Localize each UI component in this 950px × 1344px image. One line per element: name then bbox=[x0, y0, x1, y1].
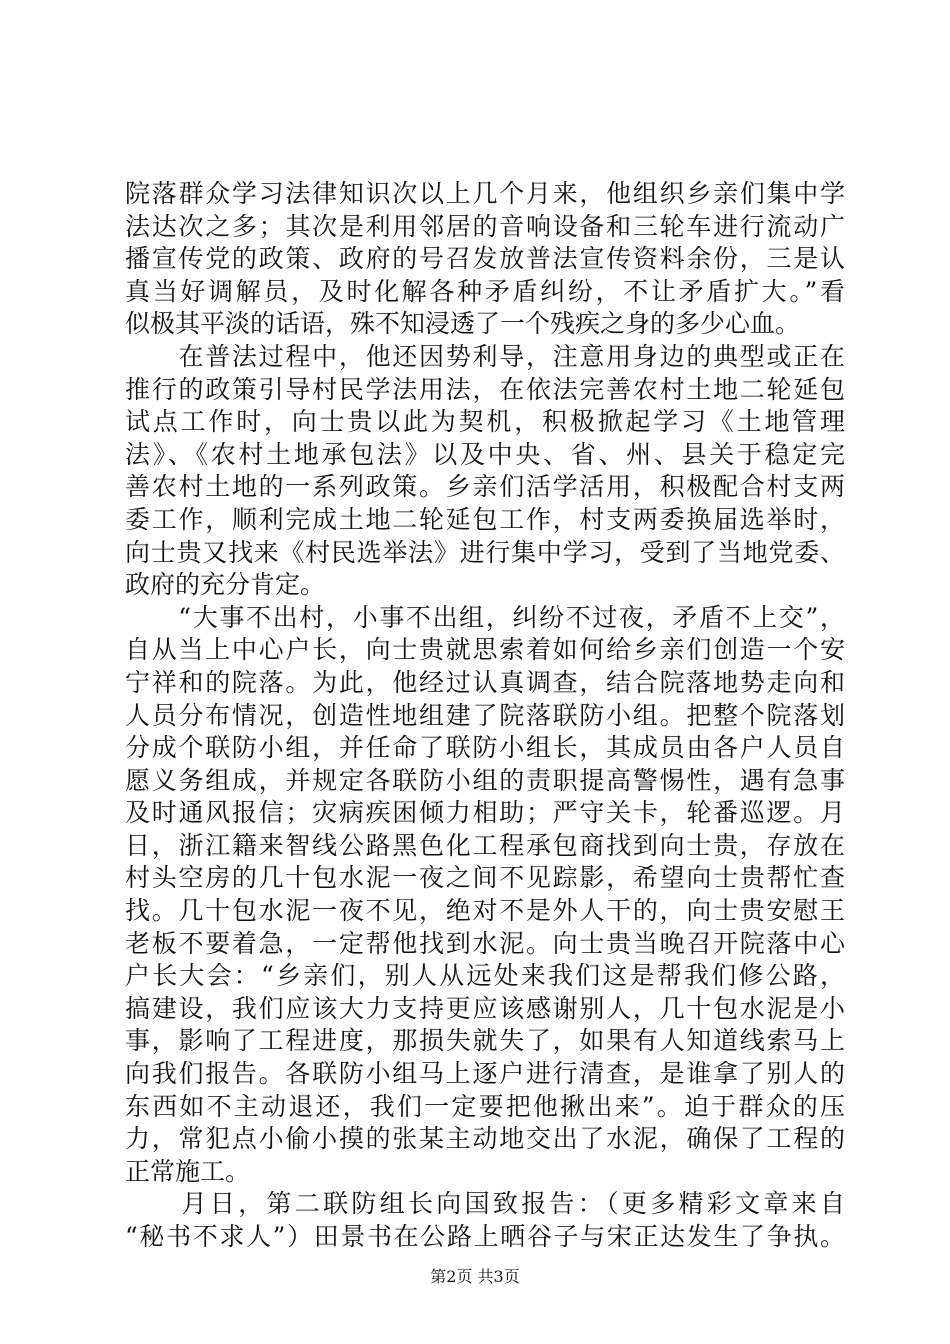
text-line: 日，浙江籍来智线公路黑色化工程承包商找到向士贵，存放在 bbox=[125, 830, 845, 860]
text-line: 分成个联防小组，并任命了联防小组长，其成员由各户人员自 bbox=[125, 733, 845, 763]
text-line: 试点工作时，向士贵以此为契机，积极掀起学习《土地管理 bbox=[125, 407, 845, 437]
text-line: 政府的充分肯定。 bbox=[125, 570, 326, 600]
text-line: 推行的政策引导村民学法用法，在依法完善农村土地二轮延包 bbox=[125, 374, 845, 404]
text-line: 东西如不主动退还，我们一定要把他揪出来”。迫于群众的压 bbox=[125, 1091, 845, 1121]
text-line: 老板不要着急，一定帮他找到水泥。向士贵当晚召开院落中心 bbox=[125, 928, 845, 958]
text-line: 自从当上中心户长，向士贵就思索着如何给乡亲们创造一个安 bbox=[125, 635, 845, 665]
text-line: 似极其平淡的话语，殊不知浸透了一个残疾之身的多少心血。 bbox=[125, 309, 801, 339]
text-line: 找。几十包水泥一夜不见，绝对不是外人干的，向士贵安慰王 bbox=[125, 896, 845, 926]
text-line: 户长大会：“乡亲们，别人从远处来我们这是帮我们修公路， bbox=[125, 961, 845, 991]
text-line: “秘书不求人”）田景书在公路上晒谷子与宋正达发生了争执。 bbox=[125, 1222, 845, 1251]
text-line: 在普法过程中，他还因势利导，注意用身边的典型或正在 bbox=[125, 341, 845, 371]
text-line: 播宣传党的政策、政府的号召发放普法宣传资料余份，三是认 bbox=[125, 244, 845, 274]
body-text bbox=[125, 178, 845, 1254]
text-line: 愿义务组成，并规定各联防小组的责职提高警惕性，遇有急事 bbox=[125, 765, 845, 795]
text-line: 力，常犯点小偷小摸的张某主动地交出了水泥，确保了工程的 bbox=[125, 1124, 845, 1154]
text-line: 法达次之多；其次是利用邻居的音响设备和三轮车进行流动广 bbox=[125, 211, 845, 241]
text-line: “大事不出村，小事不出组，纠纷不过夜，矛盾不上交”， bbox=[125, 602, 845, 632]
text-line: 月日，第二联防组长向国致报告：（更多精彩文章来自 bbox=[125, 1189, 845, 1219]
text-line: 法》、《农村土地承包法》以及中央、省、州、县关于稳定完 bbox=[125, 439, 845, 469]
text-line: 村头空房的几十包水泥一夜之间不见踪影，希望向士贵帮忙查 bbox=[125, 863, 845, 893]
text-line: 及时通风报信；灾病疾困倾力相助；严守关卡，轮番巡逻。月 bbox=[125, 798, 845, 828]
text-line: 向我们报告。各联防小组马上逐户进行清查，是谁拿了别人的 bbox=[125, 1059, 845, 1089]
text-line: 事，影响了工程进度，那损失就失了，如果有人知道线索马上 bbox=[125, 1026, 845, 1056]
text-line: 向士贵又找来《村民选举法》进行集中学习，受到了当地党委、 bbox=[125, 537, 845, 567]
text-line: 正常施工。 bbox=[125, 1156, 251, 1186]
page-footer: 第2页 共3页 bbox=[430, 1267, 520, 1286]
text-line: 院落群众学习法律知识次以上几个月来，他组织乡亲们集中学 bbox=[125, 179, 845, 208]
text-line: 搞建设，我们应该大力支持更应该感谢别人，几十包水泥是小 bbox=[125, 993, 845, 1023]
text-line: 宁祥和的院落。为此，他经过认真调查，结合院落地势走向和 bbox=[125, 667, 845, 697]
text-line: 人员分布情况，创造性地组建了院落联防小组。把整个院落划 bbox=[125, 700, 845, 730]
text-line: 善农村土地的一系列政策。乡亲们活学活用，积极配合村支两 bbox=[125, 472, 845, 502]
text-line: 真当好调解员，及时化解各种矛盾纠纷，不让矛盾扩大。”看 bbox=[125, 276, 845, 306]
text-line: 委工作，顺利完成土地二轮延包工作，村支两委换届选举时， bbox=[125, 504, 845, 534]
